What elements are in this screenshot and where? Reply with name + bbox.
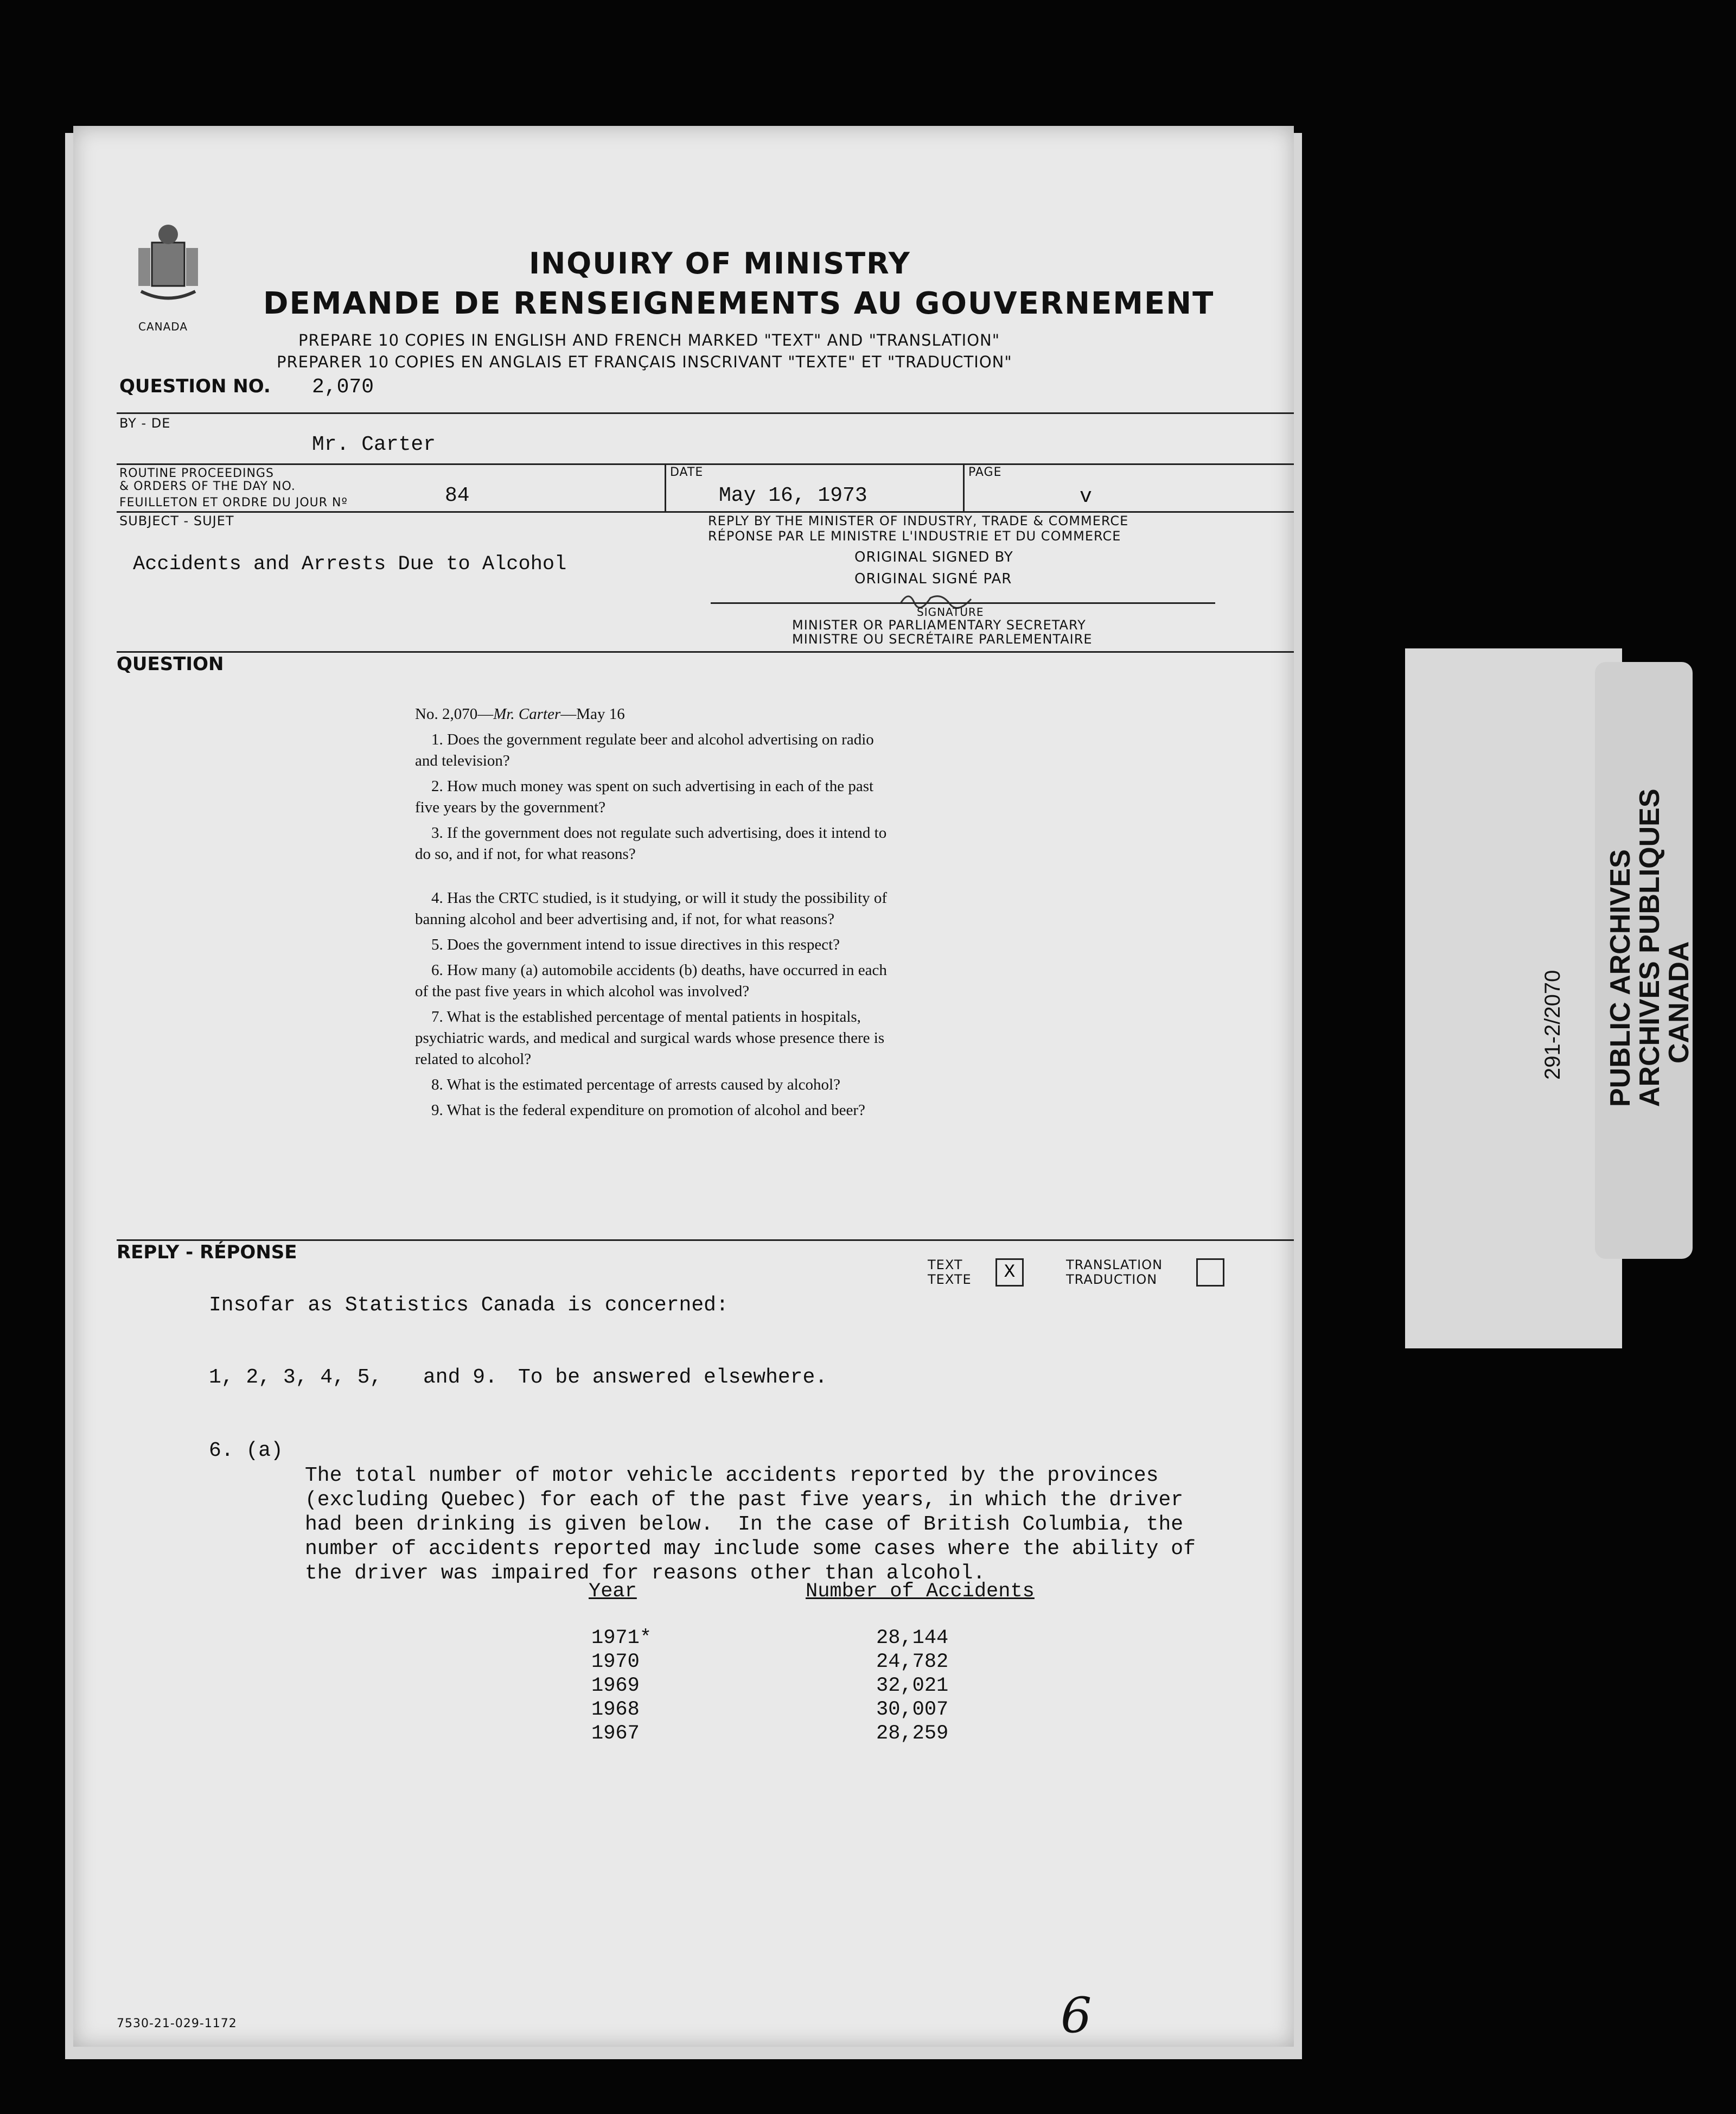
table-cell-accidents: 28,259 — [876, 1722, 949, 1745]
table-header-accidents: Number of Accidents — [806, 1580, 1035, 1603]
rule — [117, 412, 1294, 414]
translation-label-2: TRADUCTION — [1066, 1272, 1158, 1287]
date-label: DATE — [670, 466, 704, 479]
reply-by-french: RÉPONSE PAR LE MINISTRE L'INDUSTRIE ET DU COMMERCE — [708, 528, 1121, 544]
crest-label: CANADA — [138, 320, 188, 333]
archive-label-card — [1405, 648, 1622, 1348]
routine-value: 84 — [445, 484, 470, 507]
question-item: 7. What is the established percentage of mental patients in hospitals, psychiatric wards, and medical and surgical wards whose presence there is related to alcohol? — [415, 1008, 885, 1068]
accidents-column — [876, 1626, 948, 1746]
question-item: 2. How much money was spent on such advertising in each of the past five years by the government? — [415, 778, 874, 816]
routine-label-2: & ORDERS OF THE DAY NO. — [119, 480, 296, 493]
paragraph-label: 6. (a) — [209, 1439, 283, 1462]
signed-stamp-fr: ORIGINAL SIGNÉ PAR — [854, 571, 1012, 587]
text-label-2: TEXTE — [928, 1272, 972, 1287]
page-value: v — [1080, 485, 1092, 508]
question-no-label: QUESTION NO. — [119, 375, 271, 397]
clipping-heading: No. 2,070—Mr. Carter—May 16 — [415, 705, 625, 723]
table-cell-year: 1967 — [591, 1722, 640, 1745]
archive-line: CANADA — [1663, 941, 1695, 1064]
reply-items-b: and 9. — [423, 1366, 497, 1389]
instructions-english: PREPARE 10 COPIES IN ENGLISH AND FRENCH MARKED "TEXT" AND "TRANSLATION" — [298, 331, 1000, 349]
archive-line: PUBLIC ARCHIVES — [1605, 849, 1636, 1107]
paragraph-line: number of accidents reported may include some cases where the ability of — [305, 1537, 1196, 1561]
reply-label: REPLY - RÉPONSE — [117, 1241, 297, 1263]
archive-reference: 291-2/2070 — [1541, 970, 1565, 1080]
question-item: 3. If the government does not regulate such advertising, does it intend to do so, and if not, for what reasons? — [415, 824, 887, 863]
table-cell-year: 1970 — [591, 1651, 640, 1673]
title-english: INQUIRY OF MINISTRY — [529, 246, 911, 281]
reply-items-a: 1, 2, 3, 4, 5, — [209, 1366, 382, 1389]
routine-label-3: FEUILLETON ET ORDRE DU JOUR Nº — [119, 496, 348, 510]
question-item: 4. Has the CRTC studied, is it studying, or will it study the possibility of banning alcohol and beer advertising and, if not, for what reasons? — [415, 889, 888, 928]
text-checkbox: X — [995, 1258, 1024, 1287]
table-cell-accidents: 24,782 — [876, 1651, 949, 1673]
reply-by-english: REPLY BY THE MINISTER OF INDUSTRY, TRADE & COMMERCE — [708, 513, 1129, 528]
table-cell-year: 1969 — [591, 1674, 640, 1697]
reply-items-c: To be answered elsewhere. — [518, 1366, 828, 1389]
title-french: DEMANDE DE RENSEIGNEMENTS AU GOUVERNEMENT — [263, 286, 1215, 321]
date-value: May 16, 1973 — [719, 484, 867, 507]
divider — [963, 463, 965, 512]
paragraph-line: the driver was impaired for reasons other than alcohol. — [305, 1562, 986, 1585]
table-header-year: Year — [589, 1580, 637, 1603]
divider — [665, 463, 666, 512]
form-page — [73, 126, 1294, 2047]
question-item: 5. Does the government intend to issue directives in this respect? — [431, 936, 840, 953]
canada-crest-icon — [133, 218, 203, 321]
subject-value: Accidents and Arrests Due to Alcohol — [133, 553, 567, 576]
instructions-french: PREPARER 10 COPIES EN ANGLAIS ET FRANÇAIS INSCRIVANT "TEXTE" ET "TRADUCTION" — [277, 353, 1012, 371]
question-item: 6. How many (a) automobile accidents (b) deaths, have occurred in each of the past five years in which alcohol was involved? — [415, 962, 887, 1000]
handwritten-page-number: 6 — [1061, 1987, 1092, 2044]
signature-line — [711, 602, 1215, 604]
table-cell-year: 1968 — [591, 1698, 640, 1721]
text-label-1: TEXT — [928, 1257, 963, 1272]
signature-label: SIGNATURE — [917, 606, 984, 619]
table-cell-accidents: 28,144 — [876, 1627, 949, 1650]
year-column — [591, 1626, 652, 1746]
archive-line: ARCHIVES PUBLIQUES — [1634, 788, 1665, 1107]
table-cell-accidents: 30,007 — [876, 1698, 949, 1721]
by-value: Mr. Carter — [312, 433, 436, 456]
table-cell-accidents: 32,021 — [876, 1674, 949, 1697]
form-number: 7530-21-029-1172 — [117, 2017, 237, 2030]
paragraph-line: had been drinking is given below. In the case of British Columbia, the — [305, 1513, 1184, 1536]
paragraph-line: (excluding Quebec) for each of the past five years, in which the driver — [305, 1488, 1184, 1512]
question-item: 8. What is the estimated percentage of arrests caused by alcohol? — [431, 1076, 840, 1093]
routine-label-1: ROUTINE PROCEEDINGS — [119, 467, 274, 480]
subject-label: SUBJECT - SUJET — [119, 513, 234, 528]
rule — [117, 1239, 1294, 1241]
page-label: PAGE — [968, 466, 1002, 479]
translation-label-1: TRANSLATION — [1066, 1257, 1163, 1272]
table-cell-year: 1971* — [591, 1627, 652, 1650]
archive-stamp — [1606, 788, 1694, 1107]
rule — [117, 511, 1294, 513]
signed-stamp-en: ORIGINAL SIGNED BY — [854, 549, 1013, 565]
rule — [117, 651, 1294, 653]
question-item: 9. What is the federal expenditure on promotion of alcohol and beer? — [431, 1101, 865, 1119]
question-item: 1. Does the government regulate beer and alcohol advertising on radio and television? — [415, 731, 874, 769]
minister-french: MINISTRE OU SECRÉTAIRE PARLEMENTAIRE — [792, 632, 1093, 647]
question-clipping — [415, 704, 898, 1121]
reply-intro: Insofar as Statistics Canada is concerned: — [209, 1294, 729, 1317]
paragraph-line: The total number of motor vehicle accidents reported by the provinces — [305, 1464, 1159, 1487]
paragraph-6a — [305, 1439, 1196, 1634]
question-no-value: 2,070 — [312, 375, 374, 399]
translation-checkbox — [1196, 1258, 1224, 1287]
minister-english: MINISTER OR PARLIAMENTARY SECRETARY — [792, 617, 1086, 633]
rule — [117, 463, 1294, 465]
by-label: BY - DE — [119, 416, 171, 431]
question-label: QUESTION — [117, 653, 224, 675]
